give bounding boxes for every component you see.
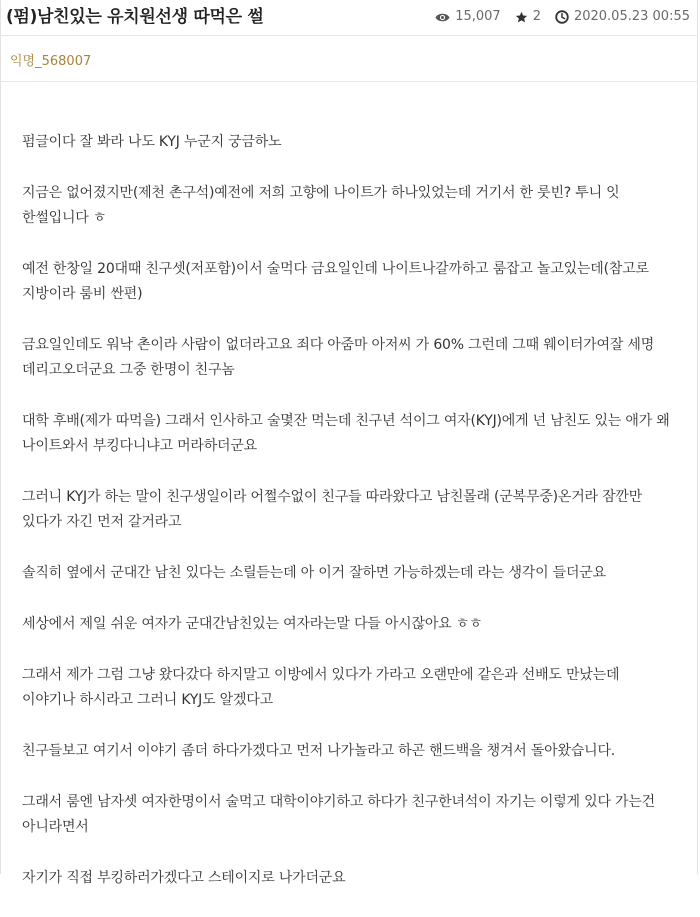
post-paragraph: 친구들보고 여기서 이야기 좀더 하다가겠다고 먼저 나가놀라고 하곤 핸드백을 챙겨서 돌아왔습니다. <box>22 743 616 759</box>
post-paragraph: 금요일인데도 워낙 촌이라 사람이 없더라고요 죄다 아줌마 아저씨 가 60% 그런데 그때 웨이터가여잘 세명 데리고오더군요 그중 한명이 친구놈 <box>22 337 655 378</box>
post-paragraph: 대학 후배(제가 따먹을) 그래서 인사하고 술몇잔 먹는데 친구년 석이그 여자(KYJ)에게 넌 남친도 있는 애가 왜 나이트와서 부킹다니냐고 머라하더군요 <box>22 413 670 454</box>
view-count-value: 15,007 <box>455 9 501 24</box>
post-datetime <box>555 8 690 26</box>
post-paragraph: 세상에서 제일 쉬운 여자가 군대간남친있는 여자라는말 다들 아시잖아요 ㅎㅎ <box>22 616 483 632</box>
post-paragraph: 그러니 KYJ가 하는 말이 친구생일이라 어쩔수없이 친구들 따라왔다고 남친몰래 (군복무중)온거라 잠깐만 있다가 자긴 먼저 갈거라고 <box>22 489 643 530</box>
post-body <box>22 130 674 917</box>
post-paragraph: 예전 한창일 20대때 친구셋(저포함)이서 술먹다 금요일인데 나이트나갈까하고 룸잡고 놀고있는데(참고로 지방이라 룸비 싼편) <box>22 261 649 302</box>
post-meta <box>435 8 690 26</box>
star-count <box>515 8 541 26</box>
star-icon <box>515 11 528 24</box>
author-bar <box>0 36 698 82</box>
post-paragraph: 솔직히 옆에서 군대간 남친 있다는 소릴듣는데 아 이거 잘하면 가능하겠는데 라는 생각이 들더군요 <box>22 565 606 581</box>
author-name[interactable]: 익명_568007 <box>10 54 92 69</box>
post-title: (펌)남친있는 유치원선생 따먹은 썰 <box>6 7 264 27</box>
post-datetime-value: 2020.05.23 00:55 <box>573 9 690 24</box>
star-count-value: 2 <box>532 9 541 24</box>
post-paragraph: 그래서 제가 그럼 그냥 왔다갔다 하지말고 이방에서 있다가 가라고 오랜만에 같은과 선배도 만났는데 이야기나 하시라고 그러니 KYJ도 알겠다고 <box>22 667 620 708</box>
post-paragraph: 그래서 룸엔 남자셋 여자한명이서 술먹고 대학이야기하고 하다가 친구한녀석이 자기는 이렇게 있다 가는건 아니라면서 <box>22 794 656 835</box>
post-paragraph: 지금은 없어졌지만(제천 촌구석)예전에 저희 고향에 나이트가 하나있었는데 거기서 한 룻빈? 투니 잇 한썰입니다 ㅎ <box>22 185 620 226</box>
post-header <box>0 0 698 36</box>
post-paragraph: 펌글이다 잘 봐라 나도 KYJ 누군지 궁금하노 <box>22 134 282 150</box>
view-count <box>435 8 501 26</box>
eye-icon <box>435 12 450 23</box>
post-paragraph: 자기가 직접 부킹하러가겠다고 스테이지로 나가더군요 <box>22 870 346 886</box>
clock-icon <box>555 10 569 24</box>
